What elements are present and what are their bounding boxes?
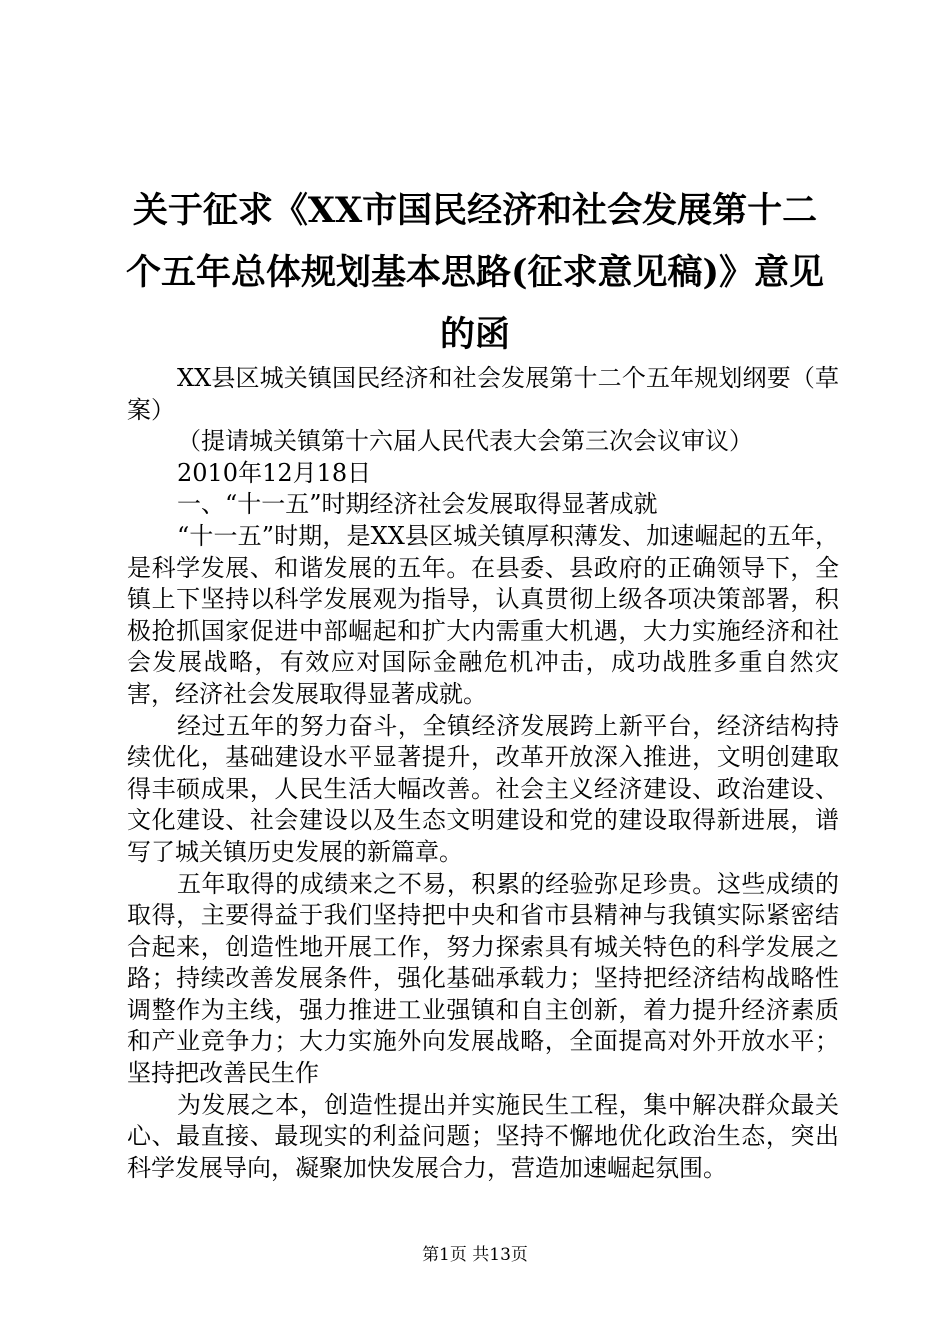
body-paragraph: 五年取得的成绩来之不易，积累的经验弥足珍贵。这些成绩的取得，主要得益于我们坚持把中央和省市县精神与我镇实际紧密结合起来，创造性地开展工作，努力探索具有城关特色的科学发展之路；持续改善发展条件，强化基础承载力；坚持把经济结构战略性调整作为主线，强力推进工业强镇和自主创新，着力提升经济素质和产业竞争力；大力实施外向发展战略，全面提高对外开放水平；坚持把改善民生作 <box>127 869 839 1088</box>
body-paragraph: 经过五年的努力奋斗，全镇经济发展跨上新平台，经济结构持续优化，基础建设水平显著提升，改革开放深入推进，文明创建取得丰硕成果，人民生活大幅改善。社会主义经济建设、政治建设、文化建设、社会建设以及生态文明建设和党的建设取得新进展，谱写了城关镇历史发展的新篇章。 <box>127 711 839 866</box>
body-paragraph: 为发展之本，创造性提出并实施民生工程，集中解决群众最关心、最直接、最现实的利益问题；坚持不懈地优化政治生态，突出科学发展导向，凝聚加快发展合力，营造加速崛起氛围。 <box>127 1090 839 1182</box>
section-heading: 一、“十一五”时期经济社会发展取得显著成就 <box>177 490 658 519</box>
document-title: 关于征求《XX市国民经济和社会发展第十二个五年总体规划基本思路(征求意见稿)》意见的函 <box>125 190 825 355</box>
body-paragraph: “十一五”时期，是XX县区城关镇厚积薄发、加速崛起的五年，是科学发展、和谐发展的五年。在县委、县政府的正确领导下，全镇上下坚持以科学发展观为指导，认真贯彻上级各项决策部署，积极抢抓国家促进中部崛起和扩大内需重大机遇，大力实施经济和社会发展战略，有效应对国际金融危机冲击，成功战胜多重自然灾害，经济社会发展取得显著成就。 <box>127 521 839 708</box>
document-body <box>127 363 839 1184</box>
page-footer: 第1页 共13页 <box>422 1245 528 1265</box>
plan-subtitle: XX县区城关镇国民经济和社会发展第十二个五年规划纲要（草案） <box>127 364 839 424</box>
document-date: 2010年12月18日 <box>177 458 372 487</box>
review-note: （提请城关镇第十六届人民代表大会第三次会议审议） <box>177 427 753 456</box>
